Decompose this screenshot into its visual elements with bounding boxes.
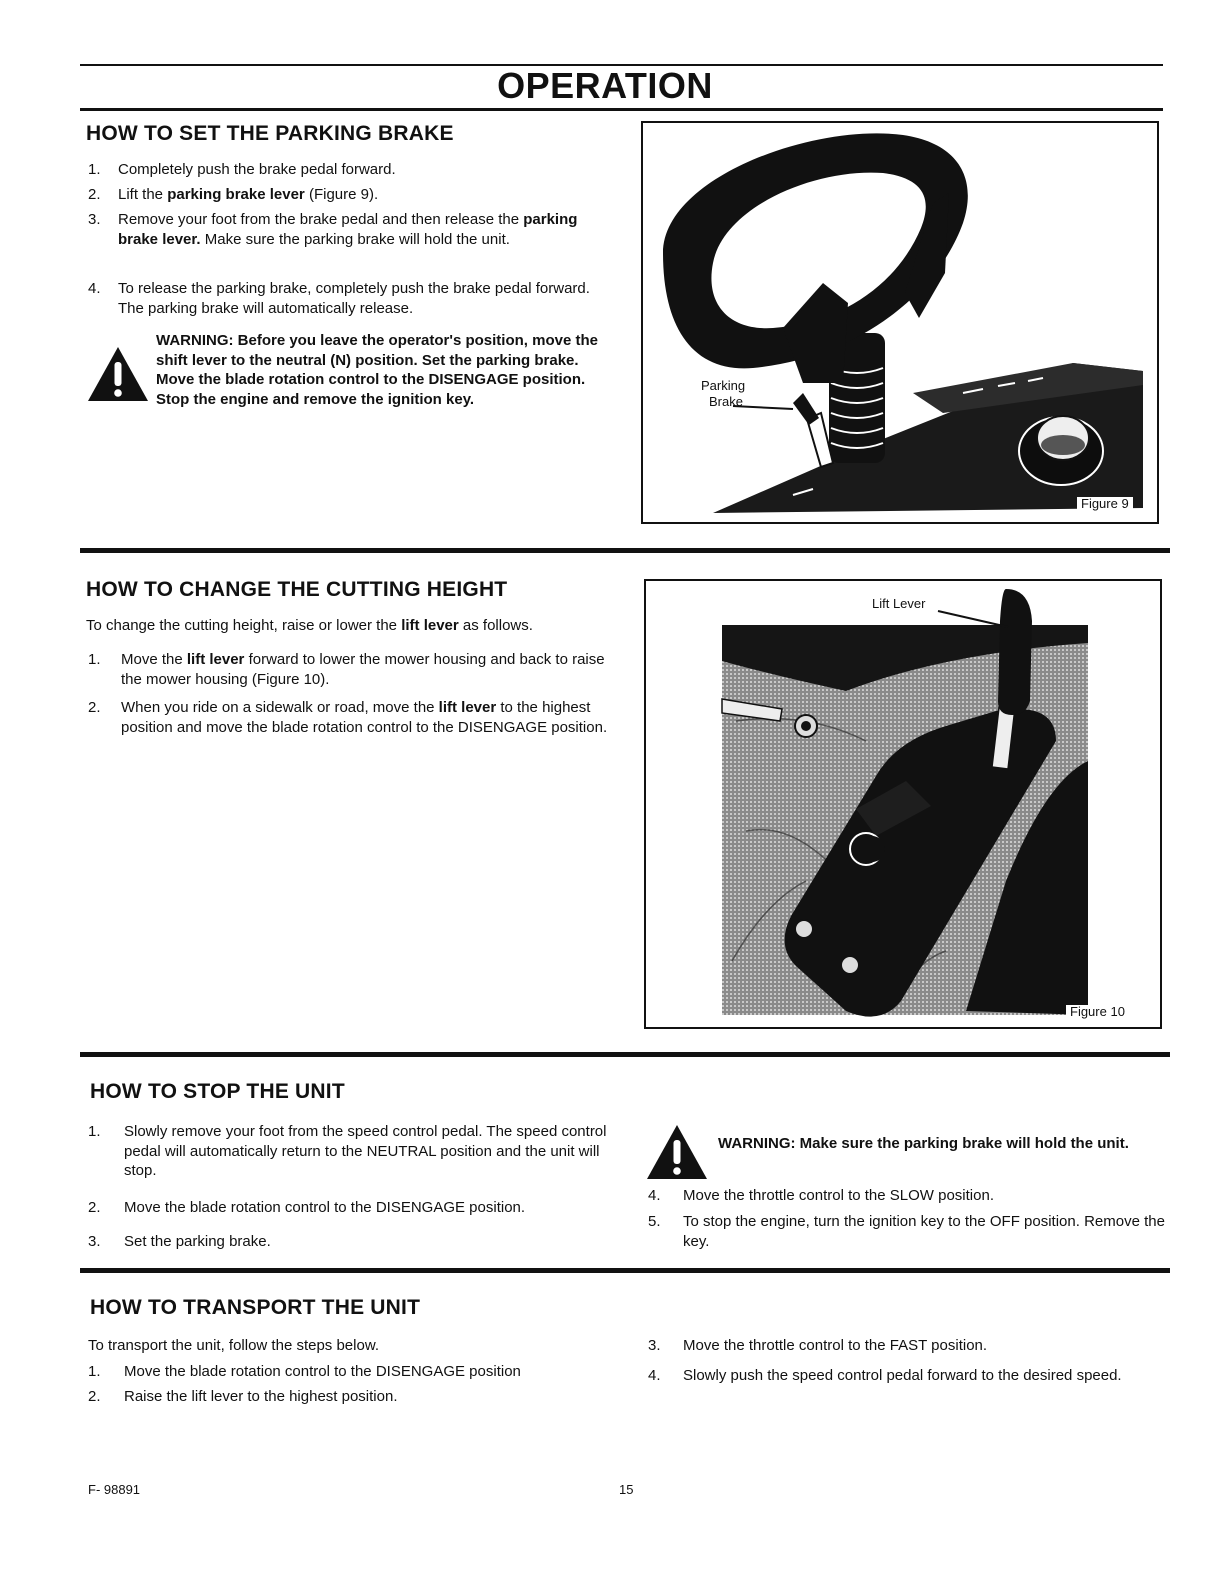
- figure-10: [644, 579, 1162, 1029]
- cutting-height-heading: HOW TO CHANGE THE CUTTING HEIGHT: [86, 578, 508, 601]
- figure-10-caption: Figure 10: [1066, 1005, 1129, 1019]
- stop-step-5: To stop the engine, turn the ignition key to the OFF position. Remove the key.: [683, 1213, 1165, 1250]
- parking-step-number: 3.: [88, 211, 101, 228]
- figure-9: [641, 121, 1159, 524]
- stop-step-number: 4.: [648, 1187, 661, 1204]
- label-parking: Parking: [701, 378, 746, 393]
- stop-unit-heading: HOW TO STOP THE UNIT: [90, 1080, 345, 1103]
- label-lift-lever: Lift Lever: [872, 596, 926, 611]
- transport-step-1: Move the blade rotation control to the DISENGAGE position: [124, 1363, 521, 1380]
- transport-step-number: 1.: [88, 1363, 101, 1380]
- cutting-step-number: 2.: [88, 699, 101, 716]
- parking-warning: WARNING: Before you leave the operator's position, move the shift lever to the neutral (N) position. Set the parking brake. Move the blade rotation control to the DISENGAGE position. Stop the engine and remove the ignition key.: [156, 332, 598, 408]
- warning-triangle-icon: [645, 1123, 709, 1181]
- stop-step-number: 2.: [88, 1199, 101, 1216]
- stop-step-4: Move the throttle control to the SLOW position.: [683, 1187, 994, 1204]
- page-title: OPERATION: [497, 65, 713, 106]
- stop-step-number: 1.: [88, 1123, 101, 1140]
- stop-step-number: 5.: [648, 1213, 661, 1230]
- transport-step-number: 4.: [648, 1367, 661, 1384]
- transport-intro: To transport the unit, follow the steps below.: [88, 1337, 379, 1354]
- cutting-step-1: Move the lift lever forward to lower the mower housing and back to raise the mower housing (Figure 10).: [121, 651, 605, 688]
- label-brake: Brake: [709, 394, 743, 409]
- transport-step-number: 2.: [88, 1388, 101, 1405]
- figure-9-caption: Figure 9: [1077, 497, 1133, 511]
- lift-lever-illustration: [646, 581, 1160, 1027]
- section-divider: [80, 1268, 1170, 1273]
- transport-unit-heading: HOW TO TRANSPORT THE UNIT: [90, 1296, 421, 1319]
- parking-step-number: 4.: [88, 280, 101, 297]
- parking-step-number: 2.: [88, 186, 101, 203]
- parking-step-3: Remove your foot from the brake pedal and then release the parking brake lever. Make sure the parking brake will hold the unit.: [118, 211, 578, 248]
- section-divider: [80, 548, 1170, 553]
- page-number: 15: [619, 1482, 634, 1497]
- parking-step-1: Completely push the brake pedal forward.: [118, 161, 396, 178]
- stop-step-3: Set the parking brake.: [124, 1233, 271, 1250]
- parking-brake-heading: HOW TO SET THE PARKING BRAKE: [86, 122, 454, 145]
- stop-step-2: Move the blade rotation control to the DISENGAGE position.: [124, 1199, 526, 1216]
- parking-step-number: 1.: [88, 161, 101, 178]
- document-id: F- 98891: [88, 1482, 141, 1497]
- transport-step-3: Move the throttle control to the FAST position.: [683, 1337, 988, 1354]
- parking-step-2: Lift the parking brake lever (Figure 9).: [118, 186, 379, 203]
- transport-step-4: Slowly push the speed control pedal forward to the desired speed.: [683, 1367, 1122, 1384]
- section-divider: [80, 1052, 1170, 1057]
- stop-warning: WARNING: Make sure the parking brake will hold the unit.: [718, 1135, 1129, 1152]
- steering-wheel-illustration: [643, 123, 1157, 522]
- warning-triangle-icon: [86, 345, 150, 403]
- cutting-intro: To change the cutting height, raise or lower the lift lever as follows.: [86, 617, 533, 634]
- transport-step-number: 3.: [648, 1337, 661, 1354]
- parking-step-4: To release the parking brake, completely push the brake pedal forward. The parking brake will automatically release.: [118, 280, 590, 317]
- title-underline: [80, 108, 1163, 111]
- transport-step-2: Raise the lift lever to the highest position.: [124, 1388, 398, 1405]
- stop-step-1: Slowly remove your foot from the speed control pedal. The speed control pedal will automatically return to the NEUTRAL position and the unit will stop.: [124, 1123, 607, 1179]
- stop-step-number: 3.: [88, 1233, 101, 1250]
- cutting-step-number: 1.: [88, 651, 101, 668]
- cutting-step-2: When you ride on a sidewalk or road, move the lift lever to the highest position and move the blade rotation control to the DISENGAGE position.: [121, 699, 608, 736]
